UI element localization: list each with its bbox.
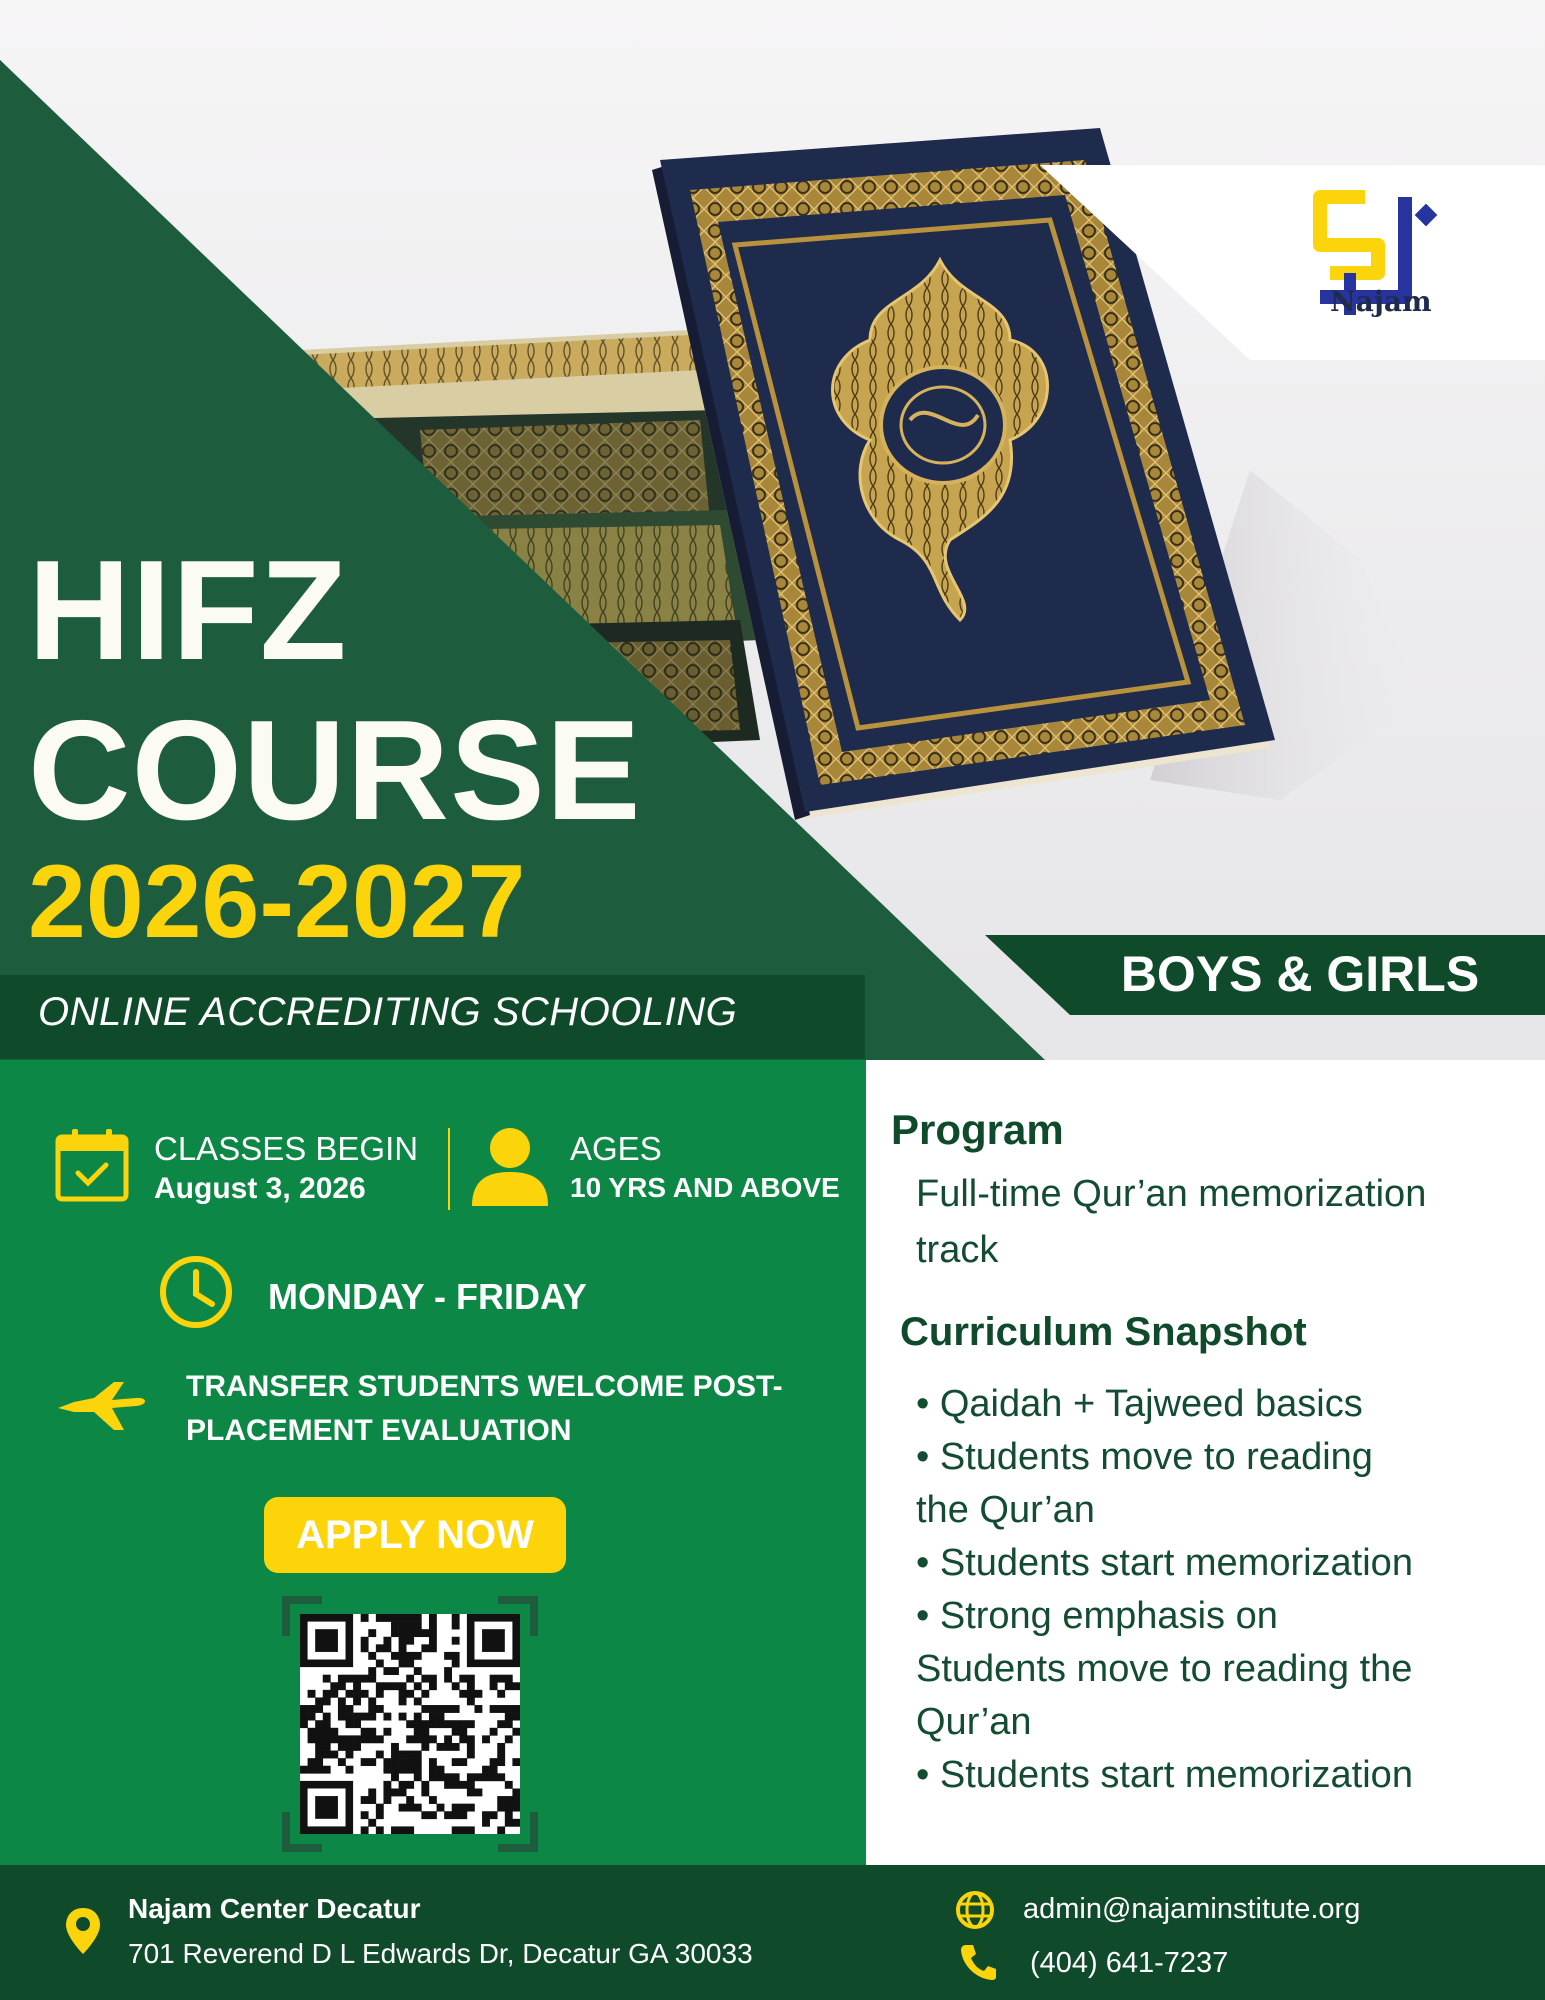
center-name: Najam Center Decatur — [128, 1893, 421, 1924]
curriculum-line: • Students start memorization — [916, 1754, 1413, 1796]
classes-begin-label: CLASSES BEGIN — [154, 1130, 419, 1167]
transfer-note-line2: PLACEMENT EVALUATION — [186, 1414, 572, 1447]
footer — [0, 1865, 1545, 2000]
contact-email-link[interactable]: admin@najaminstitute.org — [1023, 1893, 1361, 1925]
center-address: 701 Reverend D L Edwards Dr, Decatur GA 30033 — [128, 1938, 753, 1969]
program-text — [916, 1166, 1516, 1278]
schedule-days: MONDAY - FRIDAY — [268, 1276, 587, 1317]
najam-logo — [1310, 187, 1440, 327]
details-divider — [448, 1128, 450, 1210]
classes-begin-date: August 3, 2026 — [154, 1172, 366, 1205]
program-heading: Program — [891, 1106, 1064, 1153]
title-course: COURSE — [28, 691, 642, 850]
phone-icon — [958, 1942, 998, 1982]
logo-wordmark: Najam — [1330, 285, 1432, 318]
title-years: 2026-2027 — [28, 844, 526, 960]
program-text-line2: track — [916, 1229, 999, 1271]
globe-icon — [955, 1890, 995, 1930]
ages-label: AGES — [570, 1130, 662, 1167]
curriculum-list — [916, 1378, 1526, 1802]
program-text-line1: Full-time Qur’an memorization — [916, 1173, 1427, 1215]
transfer-note-line1: TRANSFER STUDENTS WELCOME POST- — [186, 1370, 783, 1403]
airplane-icon — [54, 1378, 150, 1438]
title-hifz: HIFZ — [28, 531, 348, 690]
curriculum-line: • Students start memorization — [916, 1542, 1413, 1584]
logo-background — [1040, 165, 1545, 365]
apply-now-button[interactable]: APPLY NOW — [264, 1497, 566, 1573]
clock-icon — [158, 1254, 234, 1330]
qr-code[interactable] — [282, 1596, 538, 1852]
tagline: ONLINE ACCREDITING SCHOOLING — [38, 990, 738, 1034]
curriculum-line: Students move to reading the — [916, 1648, 1413, 1690]
contact-phone-link[interactable]: (404) 641-7237 — [1030, 1947, 1229, 1979]
ages-value: 10 YRS AND ABOVE — [570, 1172, 840, 1203]
curriculum-line: • Students move to reading — [916, 1436, 1373, 1478]
curriculum-line: • Strong emphasis on — [916, 1595, 1278, 1637]
qr-pattern — [300, 1614, 520, 1834]
logo-area — [1040, 165, 1545, 370]
curriculum-heading: Curriculum Snapshot — [900, 1310, 1307, 1354]
person-icon — [470, 1126, 550, 1206]
curriculum-line: • Qaidah + Tajweed basics — [916, 1383, 1363, 1425]
curriculum-line: the Qur’an — [916, 1489, 1095, 1531]
calendar-icon — [54, 1127, 130, 1203]
curriculum-line: Qur’an — [916, 1701, 1032, 1743]
audience-label: BOYS & GIRLS — [1120, 946, 1480, 1002]
location-pin-icon — [64, 1906, 102, 1956]
